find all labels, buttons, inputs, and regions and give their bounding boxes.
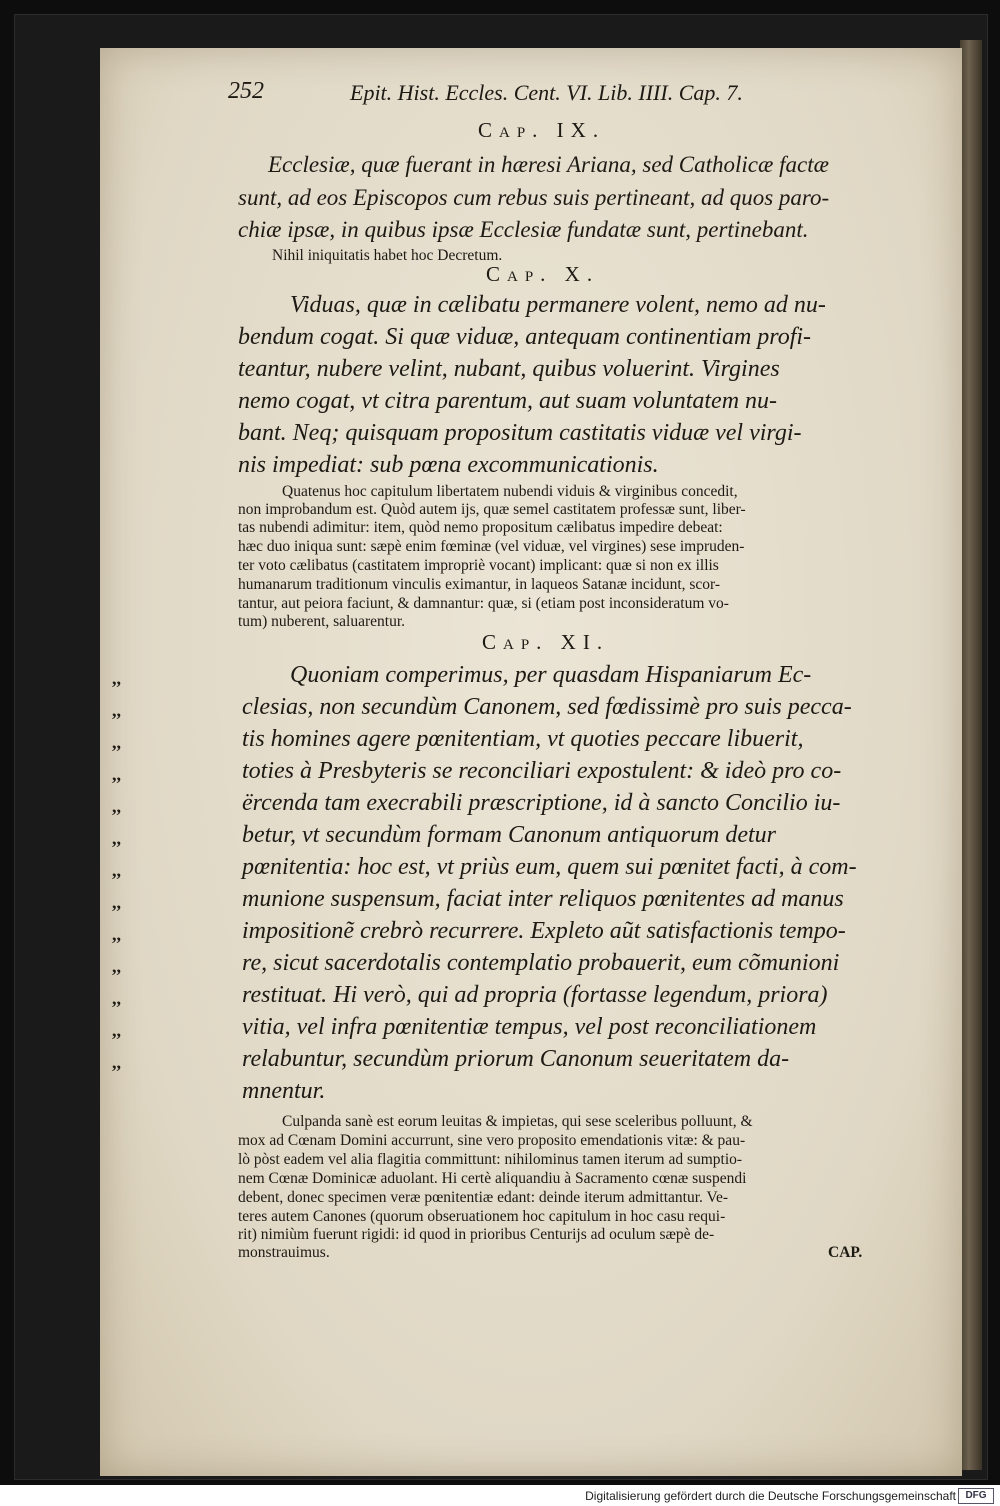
commentary-line: tas nubendi adimitur: item, quòd nemo propositum cælibatus impedire debeat: xyxy=(238,519,723,536)
decree-line: tis homines agere pœnitentiam, vt quoties peccare libuerit, xyxy=(242,726,804,752)
decree-line: bant. Neq; quisquam propositum castitatis viduæ vel virgi- xyxy=(238,420,802,446)
quotation-mark: ,, xyxy=(112,924,121,944)
decree-line: impositionẽ crebrò recurrere. Expleto aũt satisfactionis tempo- xyxy=(242,918,846,944)
running-head: Epit. Hist. Eccles. Cent. VI. Lib. IIII. Cap. 7. xyxy=(350,80,743,105)
decree-line: teantur, nubere velint, nubant, quibus voluerint. Virgines xyxy=(238,356,780,382)
quotation-mark: ,, xyxy=(112,1020,121,1040)
quotation-mark: ,, xyxy=(112,764,121,784)
quotation-mark: ,, xyxy=(112,732,121,752)
commentary-line: rit) nimiùm fuerunt rigidi: id quod in prioribus Centurijs ad oculum sæpè de- xyxy=(238,1226,715,1243)
commentary-line: Nihil iniquitatis habet hoc Decretum. xyxy=(272,247,503,264)
quotation-mark: ,, xyxy=(112,988,121,1008)
commentary-line: debent, donec specimen veræ pœnitentiæ edant: deinde iterum admittantur. Ve- xyxy=(238,1189,728,1206)
decree-line: bendum cogat. Si quæ viduæ, antequam continentiam profi- xyxy=(238,324,812,350)
commentary-line: hæc duo iniqua sunt: sæpè enim fœminæ (vel viduæ, vel virgines) sese impruden- xyxy=(238,538,745,555)
commentary-line: humanarum traditionum vinculis eximantur, in laqueos Satanæ incidunt, scor- xyxy=(238,576,721,593)
decree-line: Ecclesiæ, quæ fuerant in hæresi Ariana, sed Catholicæ factæ xyxy=(268,152,829,177)
dfg-logo: DFG xyxy=(958,1488,994,1504)
quotation-mark: ,, xyxy=(112,892,121,912)
commentary-line: nem Cœnæ Dominicæ aduolant. Hi certè aliquandiu à Sacramento cœnæ suspendi xyxy=(238,1170,747,1187)
commentary-line: Culpanda sanè est eorum leuitas & impietas, qui sese sceleribus polluunt, & xyxy=(282,1113,753,1130)
commentary-line: lò pòst eadem vel alia flagitia committunt: nihilominus tamen iterum ad sumptio- xyxy=(238,1151,743,1168)
decree-line: chiæ ipsæ, in quibus ipsæ Ecclesiæ fundatæ sunt, pertinebant. xyxy=(238,217,809,242)
quotation-mark: ,, xyxy=(112,860,121,880)
commentary-line: Quatenus hoc capitulum libertatem nubendi viduis & virginibus concedit, xyxy=(282,483,738,500)
commentary-line: tantur, aut peiora faciunt, & damnantur: quæ, si (etiam post inconsideratum vo- xyxy=(238,595,729,612)
quotation-mark: ,, xyxy=(112,1052,121,1072)
decree-line: restituat. Hi verò, qui ad propria (fortasse legendum, priora) xyxy=(242,982,828,1008)
chapter-heading: Cap. X. xyxy=(486,262,600,286)
commentary-line: mox ad Cœnam Domini accurrunt, sine vero proposito emendationis vitæ: & pau- xyxy=(238,1132,746,1149)
quotation-mark: ,, xyxy=(112,796,121,816)
decree-line: Quoniam comperimus, per quasdam Hispaniarum Ec- xyxy=(290,662,812,688)
decree-line: vitia, vel infra pœnitentiæ tempus, vel post reconciliationem xyxy=(242,1014,817,1040)
quotation-mark: ,, xyxy=(112,700,121,720)
chapter-heading: Cap. IX. xyxy=(478,118,606,142)
commentary-line: monstrauimus. xyxy=(238,1244,330,1261)
commentary-line: tum) nuberent, saluarentur. xyxy=(238,613,406,630)
quotation-mark: ,, xyxy=(112,668,121,688)
decree-line: nemo cogat, vt citra parentum, aut suam voluntatem nu- xyxy=(238,388,778,414)
decree-line: toties à Presbyteris se reconciliari expostulent: & ideò pro co- xyxy=(242,758,842,784)
quotation-mark: ,, xyxy=(112,828,121,848)
commentary-line: ter voto cælibatus (castitatem impropriè vocant) implicant: quæ si non ex illis xyxy=(238,557,719,574)
funding-credit: Digitalisierung gefördert durch die Deutsche Forschungsgemeinschaft xyxy=(585,1489,956,1503)
page-number: 252 xyxy=(228,78,264,104)
decree-line: nis impediat: sub pœna excommunicationis. xyxy=(238,452,659,478)
decree-line: pœnitentia: hoc est, vt priùs eum, quem sui pœnitet facti, à com- xyxy=(242,854,857,880)
quotation-mark: ,, xyxy=(112,956,121,976)
decree-line: betur, vt secundùm formam Canonum antiquorum detur xyxy=(242,822,776,848)
decree-line: ërcenda tam execrabili præscriptione, id à sancto Concilio iu- xyxy=(242,790,841,816)
decree-line: munione suspensum, faciat inter reliquos pœnitentes ad manus xyxy=(242,886,844,912)
decree-line: re, sicut sacerdotalis contemplatio probauerit, eum cõmunioni xyxy=(242,950,840,976)
catchword: CAP. xyxy=(828,1244,863,1261)
chapter-heading: Cap. XI. xyxy=(482,630,610,654)
decree-line: mnentur. xyxy=(242,1078,326,1104)
commentary-line: teres autem Canones (quorum obseruationem hoc capitulum in hoc casu requi- xyxy=(238,1208,726,1225)
decree-line: Viduas, quæ in cælibatu permanere volent, nemo ad nu- xyxy=(290,292,826,318)
decree-line: clesias, non secundùm Canonem, sed fœdissimè pro suis pecca- xyxy=(242,694,852,720)
footer-bar xyxy=(0,1485,1000,1506)
decree-line: sunt, ad eos Episcopos cum rebus suis pertineant, ad quos paro- xyxy=(238,185,830,210)
commentary-line: non improbandum est. Quòd autem ijs, quæ semel castitatem professæ sunt, liber- xyxy=(238,501,746,518)
decree-line: relabuntur, secundùm priorum Canonum seueritatem da- xyxy=(242,1046,790,1072)
